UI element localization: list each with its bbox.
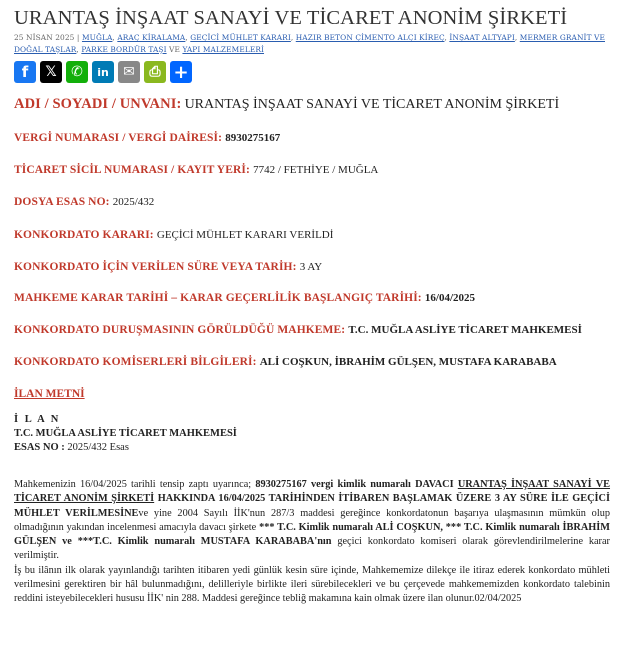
field-label: KONKORDATO KARARI: bbox=[14, 229, 154, 241]
field-name bbox=[14, 98, 559, 112]
x-share-button[interactable] bbox=[40, 61, 62, 83]
tag-link[interactable]: MERMER GRANİT VE DOĞAL TAŞLAR bbox=[14, 33, 605, 54]
email-share-button[interactable] bbox=[118, 61, 140, 83]
ilan-court: T.C. MUĞLA ASLİYE TİCARET MAHKEMESİ bbox=[14, 428, 237, 439]
email-icon: ✉ bbox=[123, 64, 135, 80]
field-commissioners bbox=[14, 356, 557, 369]
field-label: KONKORDATO İÇİN VERİLEN SÜRE VEYA TARİH: bbox=[14, 261, 297, 273]
field-label: MAHKEME KARAR TARİHİ – KARAR GEÇERLİLİK BAŞLANGIÇ TARİHİ: bbox=[14, 292, 422, 304]
field-registry bbox=[14, 164, 378, 177]
field-label: VERGİ NUMARASI / VERGİ DAİRESİ: bbox=[14, 132, 222, 144]
field-court bbox=[14, 324, 582, 337]
ilan-paragraph: İş bu ilânın ilk olarak yayınlandığı tarihten itibaren yedi günlük kesin süre içinde, Mahkememize dilekçe ile itiraz ederek konkordato mühleti verilmesini gerektiren bir hâl bulunmadığını, delilleriyle birlikte ileri sürebilecekleri ve bu çerçevede mahkememizden konkordato talebinin reddini isteyebilecekleri hususu İİK' nin 288. Maddesi gereğince tebliğ makamına kain olmak üzere ilan olunur.02/04/2025 bbox=[14, 564, 610, 605]
print-icon: ⎙ bbox=[149, 64, 161, 80]
field-label: ADI / SOYADI / UNVANI: bbox=[14, 96, 182, 112]
tag-link[interactable]: GEÇİCİ MÜHLET KARARI bbox=[190, 33, 291, 42]
share-icon: + bbox=[173, 61, 189, 83]
whatsapp-icon: ✆ bbox=[71, 64, 83, 80]
field-value: ALİ COŞKUN, İBRAHİM GÜLŞEN, MUSTAFA KARABABA bbox=[259, 356, 557, 368]
ilan-header bbox=[14, 413, 237, 455]
field-decision bbox=[14, 229, 333, 242]
x-icon: 𝕏 bbox=[45, 64, 57, 80]
tag-link[interactable]: YAPI MALZEMELERİ bbox=[182, 44, 265, 54]
tag-link[interactable]: MUĞLA bbox=[81, 33, 113, 42]
field-value: 16/04/2025 bbox=[424, 292, 476, 304]
field-value: GEÇİCİ MÜHLET KARARI VERİLDİ bbox=[156, 229, 334, 241]
facebook-icon: f bbox=[21, 63, 29, 81]
field-label: DOSYA ESAS NO: bbox=[14, 196, 110, 208]
field-value: 7742 / FETHİYE / MUĞLA bbox=[253, 164, 379, 176]
post-date: 25 NİSAN 2025 bbox=[14, 33, 75, 42]
linkedin-icon: in bbox=[97, 65, 109, 79]
ilan-paragraph: Mahkemenizin 16/04/2025 tarihli tensip zaptı uyarınca; 8930275167 vergi kimlik numaralı DAVACI URANTAŞ İNŞAAT SANAYİ VE TİCARET ANONİM ŞİRKETİ HAKKINDA 16/04/2025 TARİHİNDEN İTİBAREN BAŞLAMAK ÜZERE 3 AY SÜRE İLE GEÇİCİ MÜHLET VERİLMESİNEve yine 2004 Sayılı İİK'nun 287/3 maddesi gereğince konkordatonun başarıya ulaşmasının mümkün olup olmadığının yakından incelenmesi amacıyla davacı şirkete *** T.C. Kimlik numaralı ALİ COŞKUN, *** T.C. Kimlik numaralı İBRAHİM GÜLŞEN ve ***T.C. Kimlik numaralı MUSTAFA KARABABA'nın geçici konkordato komiseri olarak görevlendirilmelerine karar verilmiştir. bbox=[14, 479, 611, 562]
ilan-text-link[interactable]: İLAN METNİ bbox=[14, 388, 85, 400]
field-label: TİCARET SİCİL NUMARASI / KAYIT YERİ: bbox=[14, 164, 250, 176]
field-tax bbox=[14, 132, 280, 145]
tag-link[interactable]: İNŞAAT ALTYAPI bbox=[449, 33, 515, 42]
page-title: URANTAŞ İNŞAAT SANAYİ VE TİCARET ANONİM ŞİRKETİ bbox=[14, 7, 568, 29]
field-file bbox=[14, 196, 154, 209]
ilan-esas: ESAS NO : 2025/432 Esas bbox=[14, 442, 129, 453]
print-button[interactable] bbox=[144, 61, 166, 83]
facebook-share-button[interactable] bbox=[14, 61, 36, 83]
linkedin-share-button[interactable] bbox=[92, 61, 114, 83]
post-meta: 25 NİSAN 2025 | MUĞLA, ARAÇ KİRALAMA, GEÇİCİ MÜHLET KARARI, HAZIR BETON ÇİMENTO ALÇI KİREÇ, İNŞAAT ALTYAPI, MERMER GRANİT VE DOĞAL TAŞLAR, PARKE BORDÜR TAŞI VE YAPI MALZEMELERİ bbox=[14, 33, 605, 54]
tag-link[interactable]: PARKE BORDÜR TAŞI bbox=[81, 44, 167, 54]
ilan-text-link-row bbox=[14, 388, 85, 401]
field-court-date bbox=[14, 292, 475, 305]
field-value: 2025/432 bbox=[112, 196, 155, 208]
field-value: URANTAŞ İNŞAAT SANAYİ VE TİCARET ANONİM ŞİRKETİ bbox=[184, 97, 560, 112]
field-duration bbox=[14, 261, 322, 274]
field-value: T.C. MUĞLA ASLİYE TİCARET MAHKEMESİ bbox=[348, 324, 582, 336]
field-value: 8930275167 bbox=[225, 132, 281, 144]
share-bar bbox=[14, 61, 610, 83]
ilan-heading: İ L A N bbox=[14, 414, 61, 425]
field-label: KONKORDATO KOMİSERLERİ BİLGİLERİ: bbox=[14, 356, 257, 368]
article bbox=[14, 6, 610, 83]
field-label: KONKORDATO DURUŞMASININ GÖRÜLDÜĞÜ MAHKEME: bbox=[14, 324, 346, 336]
tag-link[interactable]: ARAÇ KİRALAMA bbox=[117, 33, 186, 42]
whatsapp-share-button[interactable] bbox=[66, 61, 88, 83]
ilan-body bbox=[14, 478, 610, 607]
tag-link[interactable]: HAZIR BETON ÇİMENTO ALÇI KİREÇ bbox=[295, 33, 445, 42]
more-share-button[interactable] bbox=[170, 61, 192, 83]
field-value: 3 AY bbox=[299, 261, 323, 273]
